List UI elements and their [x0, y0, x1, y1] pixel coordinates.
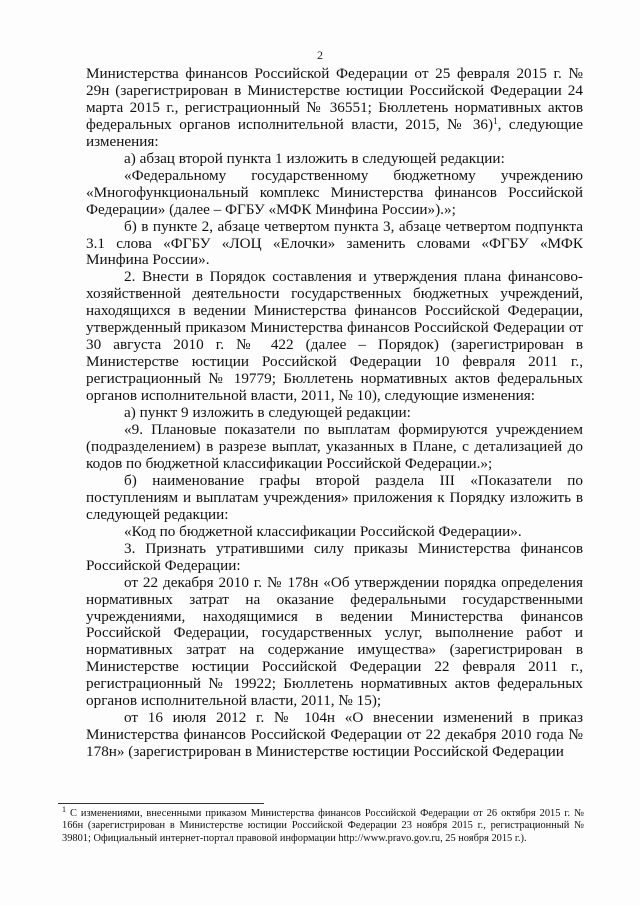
paragraph: от 22 декабря 2010 г. № 178н «Об утверждении порядка определения нормативных затрат на оказание федеральными государственными учреждениями, находящимися в ведении Министерства финансов Российской Федерации, государственных услуг, выполнение работ и нормативных затрат на содержание имущества» (зарегистрирован в Министерстве юстиции Российской Федерации 22 февраля 2011 г., регистрационный № 19922; Бюллетень нормативных актов федеральных органов исполнительной власти, 2011, № 15); [86, 573, 583, 710]
footnote-divider [58, 803, 264, 804]
paragraph: от 16 июля 2012 г. № 104н «О внесении изменений в приказ Министерства финансов Российской Федерации от 22 декабря 2010 года № 178н» (зарегистрирован в Министерстве юстиции Российской Федерации [86, 709, 583, 761]
paragraph: а) абзац второй пункта 1 изложить в следующей редакции: [124, 149, 505, 167]
paragraph: Министерства финансов Российской Федерации от 25 февраля 2015 г. № 29н (зарегистрирован в Министерстве юстиции Российской Федерации 24 марта 2015 г., регистрационный № 36551; Бюллетень нормативных актов федеральных органов исполнительной власти, 2015, № 36)$^1$, следующие изменения: [86, 65, 583, 150]
paragraph: «9. Плановые показатели по выплатам формируются учреждением (подразделением) в разрезе выплат, указанных в Плане, с детализацией до кодов по бюджетной классификации Российской Федерации.»; [86, 421, 583, 472]
page-number: 2 [317, 48, 323, 62]
paragraph: «Код по бюджетной классификации Российской Федерации». [124, 522, 522, 540]
paragraph: а) пункт 9 изложить в следующей редакции: [124, 404, 411, 422]
document-body [86, 66, 583, 761]
paragraph: «Федеральному государственному бюджетному учреждению «Многофункциональный комплекс Министерства финансов Российской Федерации» (далее – ФГБУ «МФК Минфина России»).»; [86, 166, 583, 218]
paragraph: б) наименование графы второй раздела III «Показатели по поступлениям и выплатам учреждения» приложения к Порядку изложить в следующей редакции: [86, 471, 583, 523]
footnote-text: С изменениями, внесенными приказом Министерства финансов Российской Федерации от 26 октября 2015 г. № 166н (зарегистрирован в Министерстве юстиции Российской Федерации 23 ноября 2015 г., регистрационный № 39801; Официальный интернет-портал правовой информации http://www.pravo.gov.ru, 25 ноября 2015 г.). [62, 808, 584, 844]
paragraph: 2. Внести в Порядок составления и утверждения плана финансово-хозяйственной деятельности государственных бюджетных учреждений, находящихся в ведении Министерства финансов Российской Федерации, утвержденный приказом Министерства финансов Российской Федерации от 30 августа 2010 г. № 422 (далее – Порядок) (зарегистрирован в Министерстве юстиции Российской Федерации 10 февраля 2011 г., регистрационный № 19779; Бюллетень нормативных актов федеральных органов исполнительной власти, 2011, № 10), следующие изменения: [86, 268, 583, 405]
footnote-marker: 1 [62, 805, 66, 814]
footnote [62, 805, 584, 845]
paragraph: 3. Признать утратившими силу приказы Министерства финансов Российской Федерации: [86, 539, 583, 574]
paragraph: б) в пункте 2, абзаце четвертом пункта 3, абзаце четвертом подпункта 3.1 слова «ФГБУ «ЛОЦ «Елочки» заменить словами «ФГБУ «МФК Минфина России». [86, 217, 583, 269]
